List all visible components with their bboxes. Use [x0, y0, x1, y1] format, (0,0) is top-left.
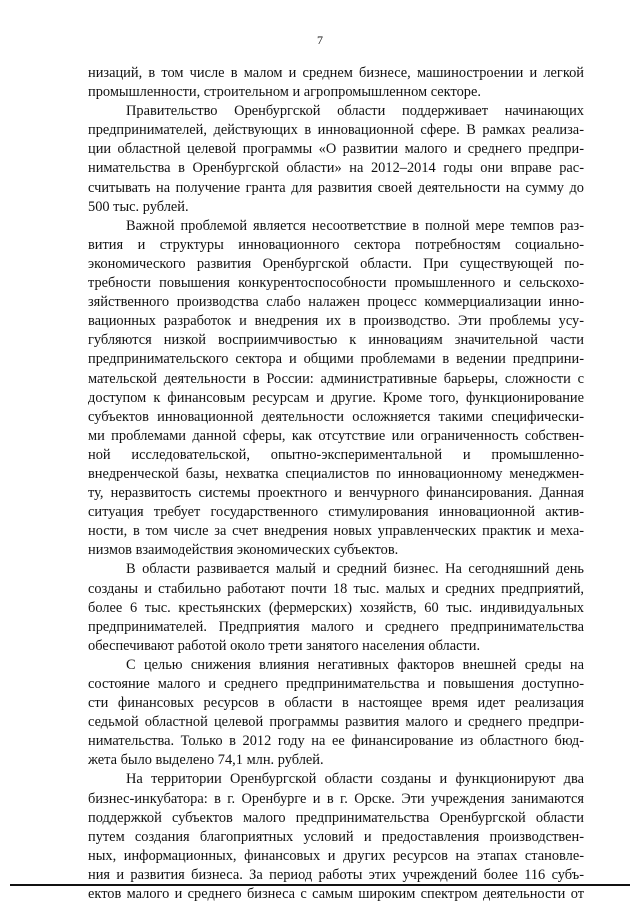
text-line: С целью снижения влияния негативных факторов внешней среды на: [126, 656, 584, 673]
bottom-rule: [10, 884, 630, 886]
text-line: бизнес-инкубатора: в г. Оренбурге и в г. Орске. Эти учреждения занимаются: [88, 790, 584, 807]
text-line: В области развивается малый и средний бизнес. На сегодняшний день: [126, 561, 584, 578]
text-line: более 6 тыс. крестьянских (фермерских) хозяйств, 60 тыс. индивидуальных: [88, 599, 584, 616]
paragraph: [88, 217, 584, 561]
text-line: доступом к финансовым ресурсам и другие. Кроме того, функционирование: [88, 389, 584, 406]
text-line: ми проблемами данной сферы, как отсутствие или ограниченность собствен-: [88, 427, 584, 444]
text-line: путем создания благоприятных условий и предоставления производствен-: [88, 828, 584, 845]
text-line: ту, неразвитость системы проектного и венчурного финансирования. Данная: [88, 485, 584, 502]
text-line: седьмой областной целевой программы развития малого и среднего предпри-: [88, 714, 584, 731]
text-line: считывать на получение гранта для развития своей деятельности на сумму до: [88, 179, 584, 196]
text-line: сти финансовых ресурсов в области в настоящее время идет реализация: [88, 695, 584, 712]
text-line: мательской деятельности в России: административные барьеры, сложности с: [88, 370, 584, 387]
text-line: поддержкой субъектов малого предпринимательства Оренбургской области: [88, 809, 584, 826]
text-line: жета было выделено 74,1 млн. рублей.: [88, 752, 324, 769]
text-line: предпринимателей. Предприятия малого и среднего предпринимательства: [88, 618, 584, 635]
text-line: предпринимателей, действующих в инновационной сфере. В рамках реализа-: [88, 122, 584, 139]
text-line: Важной проблемой является несоответствие в полной мере темпов раз-: [126, 217, 584, 234]
text-line: предпринимательского сектора и общими проблемами в ведении предприни-: [88, 351, 584, 368]
text-line: ситуация требует государственного стимулирования инновационной актив-: [88, 504, 584, 521]
paragraph: [88, 102, 584, 217]
document-body: [88, 64, 584, 904]
paragraph: [88, 656, 584, 771]
text-line: ных, информационных, финансовых и других ресурсов на этапах становле-: [88, 847, 584, 864]
text-line: вития и структуры инновационного сектора потребностям социально-: [88, 236, 584, 253]
text-line: нимательства. Только в 2012 году на ее финансирование из областного бюд-: [88, 733, 584, 750]
text-line: обеспечивают работой около трети занятого населения области.: [88, 637, 481, 654]
text-line: ности, в том числе за счет внедрения новых управленческих практик и меха-: [88, 523, 584, 540]
paragraph: [88, 560, 584, 655]
text-line: промышленности, строительном и агропромышленном секторе.: [88, 84, 481, 101]
text-line: требности повышения конкурентоспособности промышленного и сельскохо-: [88, 275, 584, 292]
text-line: ния и развития бизнеса. За период работы этих учреждений более 116 субъ-: [88, 866, 584, 883]
text-line: состояние малого и среднего предпринимательства и повышения доступно-: [88, 676, 584, 692]
text-line: Правительство Оренбургской области поддерживает начинающих: [126, 103, 584, 120]
text-line: низмов взаимодействия экономических субъектов.: [88, 542, 399, 559]
text-line: внедренческой базы, нехватка специалистов по инновационному менеджмен-: [88, 465, 584, 482]
text-line: нимательства в Оренбургской области» на 2012–2014 годы они вправе рас-: [88, 160, 584, 177]
paragraph: [88, 64, 584, 102]
page-number: 7: [317, 33, 323, 47]
text-line: вационных разработок и внедрения их в производство. Эти проблемы усу-: [88, 313, 584, 330]
text-line: низаций, в том числе в малом и среднем бизнесе, машиностроении и легкой: [88, 65, 584, 81]
text-line: субъектов инновационной деятельности осложняется такими специфически-: [88, 408, 584, 425]
text-line: ектов малого и среднего бизнеса с самым широким спектром деятельности от: [88, 886, 584, 903]
text-line: созданы и стабильно работают почти 18 тыс. малых и средних предприятий,: [88, 580, 584, 597]
text-line: губляются низкой восприимчивостью к инновациям значительной части: [88, 332, 584, 349]
text-line: 500 тыс. рублей.: [88, 198, 189, 215]
text-line: зяйственного производства слабо налажен процесс коммерциализации инно-: [88, 294, 584, 311]
text-line: На территории Оренбургской области созданы и функционируют два: [126, 771, 584, 788]
text-line: ной исследовательской, опытно-экспериментальной и промышленно-: [88, 446, 584, 463]
text-line: ции областной целевой программы «О развитии малого и среднего предпри-: [88, 141, 584, 158]
text-line: экономического развития Оренбургской области. При существующей по-: [88, 255, 584, 272]
